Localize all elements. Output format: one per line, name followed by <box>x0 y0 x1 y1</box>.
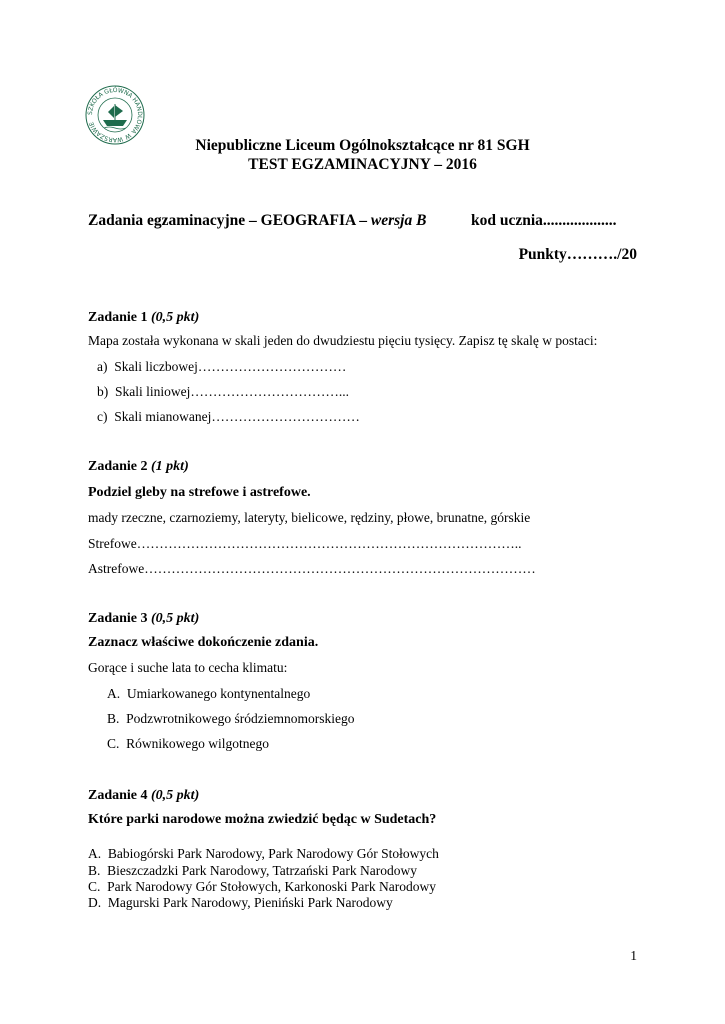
task1-heading <box>88 310 199 326</box>
task2-label: Zadanie 2 <box>88 459 148 474</box>
item-text: Skali liczbowej…………………………… <box>114 359 347 374</box>
option-text: Bieszczadzki Park Narodowy, Tatrzański Park Narodowy <box>107 863 417 878</box>
task3-points: (0,5 pkt) <box>151 611 200 626</box>
task1-item <box>97 384 349 400</box>
school-name: Niepubliczne Liceum Ogólnokształcące nr 81 SGH <box>195 137 530 154</box>
task1-text: Mapa została wykonana w skali jeden do dwudziestu pięciu tysięcy. Zapisz tę skalę w postaci: <box>88 333 598 348</box>
task1-label: Zadanie 1 <box>88 310 148 325</box>
task2-heading <box>88 459 189 475</box>
task3-stem: Gorące i suche lata to cecha klimatu: <box>88 660 288 675</box>
task1-item <box>97 409 360 425</box>
test-title: TEST EGZAMINACYJNY – 2016 <box>248 156 477 173</box>
option-text: Babiogórski Park Narodowy, Park Narodowy Gór Stołowych <box>107 846 439 861</box>
option-marker: C. <box>107 736 120 751</box>
option-marker: A. <box>88 846 102 861</box>
option-marker: B. <box>107 711 120 726</box>
task4-question: Które parki narodowe można zwiedzić będąc w Sudetach? <box>88 812 437 827</box>
exam-subject: Zadania egzaminacyjne – GEOGRAFIA – <box>88 212 371 229</box>
task2-soil-list: mady rzeczne, czarnoziemy, lateryty, bielicowe, rędziny, płowe, brunatne, górskie <box>88 510 531 525</box>
task1-points: (0,5 pkt) <box>151 310 200 325</box>
task4-heading <box>88 788 199 804</box>
task4-option <box>88 863 417 879</box>
task3-instruction: Zaznacz właściwe dokończenie zdania. <box>88 635 319 650</box>
option-marker: A. <box>107 686 121 701</box>
option-marker: B. <box>88 863 101 878</box>
item-marker: c) <box>97 409 108 424</box>
task2-instruction: Podziel gleby na strefowe i astrefowe. <box>88 485 311 500</box>
option-text: Park Narodowy Gór Stołowych, Karkonoski Park Narodowy <box>107 879 436 894</box>
task4-option <box>88 846 439 862</box>
option-text: Magurski Park Narodowy, Pieniński Park Narodowy <box>107 895 393 910</box>
points-field: Punkty………./20 <box>518 246 637 263</box>
option-text: Podzwrotnikowego śródziemnomorskiego <box>126 711 355 726</box>
exam-version: wersja B <box>370 212 427 229</box>
task4-option <box>88 895 393 911</box>
task3-option <box>107 711 354 727</box>
logo-ring-text: SZKOŁA GŁÓWNA HANDLOWA W WARSZAWIE <box>86 86 144 144</box>
item-marker: a) <box>97 359 108 374</box>
item-text: Skali liniowej……………………………... <box>115 384 349 399</box>
task2-azonal-field: Astrefowe…………………………………………………………………………… <box>88 561 536 576</box>
task4-points: (0,5 pkt) <box>151 788 200 803</box>
task2-points: (1 pkt) <box>151 459 189 474</box>
task3-option <box>107 686 310 702</box>
task4-label: Zadanie 4 <box>88 788 148 803</box>
task1-item <box>97 359 346 375</box>
task3-heading <box>88 611 199 627</box>
student-code-field: kod ucznia................... <box>471 212 617 229</box>
task3-option <box>107 736 269 752</box>
item-text: Skali mianowanej…………………………… <box>114 409 360 424</box>
task4-option <box>88 879 436 895</box>
option-text: Umiarkowanego kontynentalnego <box>126 686 311 701</box>
option-marker: C. <box>88 879 101 894</box>
task2-zonal-field: Strefowe………………………………………………………………………….. <box>88 536 522 551</box>
task3-label: Zadanie 3 <box>88 611 148 626</box>
option-text: Równikowego wilgotnego <box>126 736 270 751</box>
page-number: 1 <box>630 948 637 963</box>
item-marker: b) <box>97 384 109 399</box>
option-marker: D. <box>88 895 102 910</box>
exam-subject-line <box>88 212 426 230</box>
